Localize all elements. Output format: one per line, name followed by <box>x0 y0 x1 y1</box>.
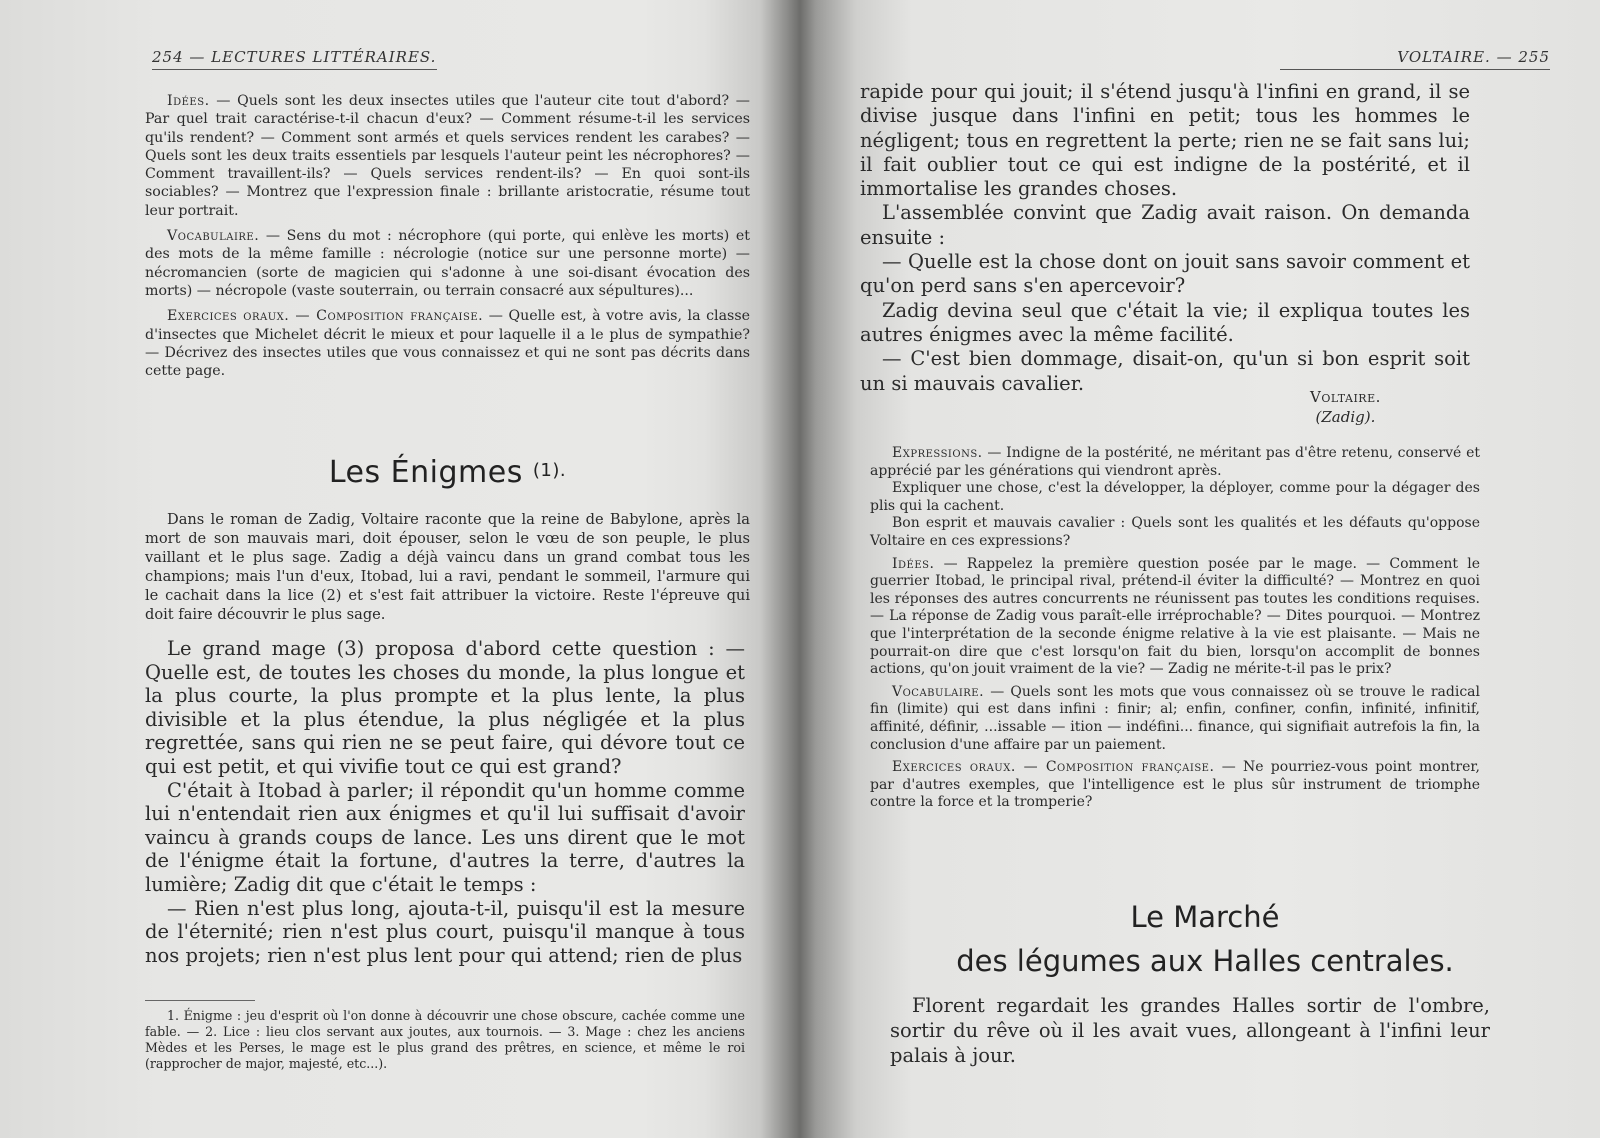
note-vocabulaire: Vocabulaire. — Sens du mot : nécrophore (qui porte, qui enlève les morts) et des mots de la même famille : nécrologie (notice sur une personne morte) — nécromancien (sorte de magicien qui s'adonne à une soi-disant évocation des morts) — nécropole (vaste souterrain, ou terrain consacré aux sépultures)... <box>145 228 750 299</box>
paragraph: L'assemblée convint que Zadig avait raison. On demanda ensuite : <box>860 201 1470 249</box>
footnotes: 1. Énigme : jeu d'esprit où l'on donne à découvrir une chose obscure, cachée comme une fable. — 2. Lice : lieu clos servant aux joutes, aux tournois. — 3. Mage : chez les anciens Mèdes et les Perses, le mage est le plus grand des prêtres, en science, et même le roi (rapprocher de major, majesté, etc...). <box>145 1008 745 1071</box>
paragraph: — Rien n'est plus long, ajouta-t-il, puisqu'il est la mesure de l'éternité; rien n'est plus court, puisqu'il manque à tous nos projets; rien n'est plus lent pour qui attend; rien de plus <box>145 896 745 967</box>
chapter-title: Les Énigmes $^{(1).}$ <box>328 455 567 490</box>
paragraph: rapide pour qui jouit; il s'étend jusqu'à l'infini en grand, il se divise jusque dans l'infini en petit; tous les hommes le négligent; tous en regrettent la perte; rien ne se fait sans lui; il fait oublier tout ce qui est indigne de la postérité, et il immortalise les grandes choses. <box>860 80 1470 201</box>
chapter-intro: Dans le roman de Zadig, Voltaire raconte que la reine de Babylone, après la mort de son mauvais mari, doit épouser, selon le vœu de son peuple, le plus vaillant et le plus sage. Zadig a déjà vaincu dans un grand combat tous les champions; mais l'un d'eux, Itobad, lui a ravi, pendant le sommeil, l'armure qui le cachait dans la lice (2) et s'est fait attribuer la victoire. Reste l'épreuve qui doit faire découvrir le plus sage. <box>145 511 750 623</box>
note-expliquer: Expliquer une chose, c'est la développer, la déployer, comme pour la dégager des plis qui la cachent. <box>870 480 1480 514</box>
paragraph: Zadig devina seul que c'était la vie; il expliqua toutes les autres énigmes avec la même facilité. <box>860 298 1470 346</box>
next-chapter-title: Le Marché des légumes aux Halles centrales. <box>956 900 1454 978</box>
work-title: (Zadig). <box>1315 408 1376 426</box>
paragraph: Le grand mage (3) proposa d'abord cette question : — Quelle est, de toutes les choses du monde, la plus longue et la plus courte, la plus prompte et la plus lente, la plus divisible et la plus étendue, la plus négligée et la plus regrettée, sans qui rien ne se peut faire, qui dévore tout ce qui est petit, et qui vivifie tout ce qui est grand? <box>145 637 745 778</box>
author-signature <box>1310 388 1381 426</box>
note-exercices: Exercices oraux. — Composition française. — Quelle est, à votre avis, la classe d'insectes que Michelet décrit le mieux et pour laquelle il a le plus de sympathie? — Décrivez des insectes utiles que vous connaissez et qui ne sont pas décrits dans cette page. <box>145 308 750 380</box>
paragraph: C'était à Itobad à parler; il répondit qu'un homme comme lui n'entendait rien aux énigmes et qu'il lui suffisait d'avoir vaincu à grands coups de lance. Les uns dirent que le mot de l'énigme était la fortune, d'autres la terre, d'autres la lumière; Zadig dit que c'était le temps : <box>145 778 745 896</box>
author-name: Voltaire. <box>1310 388 1381 406</box>
note-idees: Idées. — Quels sont les deux insectes utiles que l'auteur cite tout d'abord? — Par quel trait caractérise-t-il chacun d'eux? — Comment résume-t-il les services qu'ils rendent? — Comment sont armés et quels services rendent les carabes? — Quels sont les deux traits essentiels par lesquels l'auteur peint les nécrophores? — Comment travaillent-ils? — Quels services rendent-ils? — En quoi sont-ils sociables? — Montrez que l'expression finale : brillante aristocratie, résume tout leur portrait. <box>145 93 750 219</box>
study-notes-right <box>870 445 1480 817</box>
running-head-right: VOLTAIRE. — 255 <box>1280 48 1550 70</box>
paragraph: — C'est bien dommage, disait-on, qu'un si bon esprit soit un si mauvais cavalier. <box>860 347 1470 395</box>
running-head-left: 254 — LECTURES LITTÉRAIRES. <box>152 48 437 70</box>
note-vocabulaire: Vocabulaire. — Quels sont les mots que vous connaissez où se trouve le radical fin (limite) qui est dans infini : finir; al; enfin, confiner, confin, infinité, infinitif, affinité, définir, ...issable — ition — indéfini... finance, qui signifiait autrefois la fin, la conclusion d'une affaire par un paiement. <box>870 683 1480 753</box>
footnote-divider <box>145 1000 255 1001</box>
body-text-left <box>145 637 745 967</box>
note-exercices: Exercices oraux. — Composition française. — Ne pourriez-vous point montrer, par d'autres exemples, que l'intelligence est le plus sûr instrument de triomphe contre la force et la tromperie? <box>870 759 1480 811</box>
note-expressions: Expressions. — Indigne de la postérité, ne méritant pas d'être retenu, conservé et apprécié par les générations qui viendront après. <box>870 445 1480 479</box>
note-idees: Idées. — Rappelez la première question posée par le mage. — Comment le guerrier Itobad, le principal rival, prétend-il éviter la difficulté? — Montrez en quoi les réponses des autres concurrents ne réunissent pas toutes les conditions requises. — La réponse de Zadig vous paraît-elle irréprochable? — Dites pourquoi. — Montrez que l'interprétation de la seconde énigme relative à la vie est plaisante. — Mais ne pourrait-on dire que c'est lorsqu'on fait du bien, lorsqu'on accomplit de bonnes actions, qu'on jouit vraiment de la vie? — Zadig ne mérite-t-il pas le prix? <box>870 555 1480 678</box>
study-notes-left <box>145 92 750 387</box>
footnote-ref: (1). <box>532 460 567 481</box>
note-bon-esprit: Bon esprit et mauvais cavalier : Quels sont les qualités et les défauts qu'oppose Voltaire en ces expressions? <box>870 515 1480 549</box>
paragraph: — Quelle est la chose dont on jouit sans savoir comment et qu'on perd sans s'en apercevoir? <box>860 250 1470 298</box>
right-page <box>840 0 1600 1138</box>
next-chapter-opening: Florent regardait les grandes Halles sortir de l'ombre, sortir du rêve où il les avait vues, allongeant à l'infini leur palais à jour. <box>890 994 1490 1067</box>
body-text-right <box>860 80 1470 396</box>
